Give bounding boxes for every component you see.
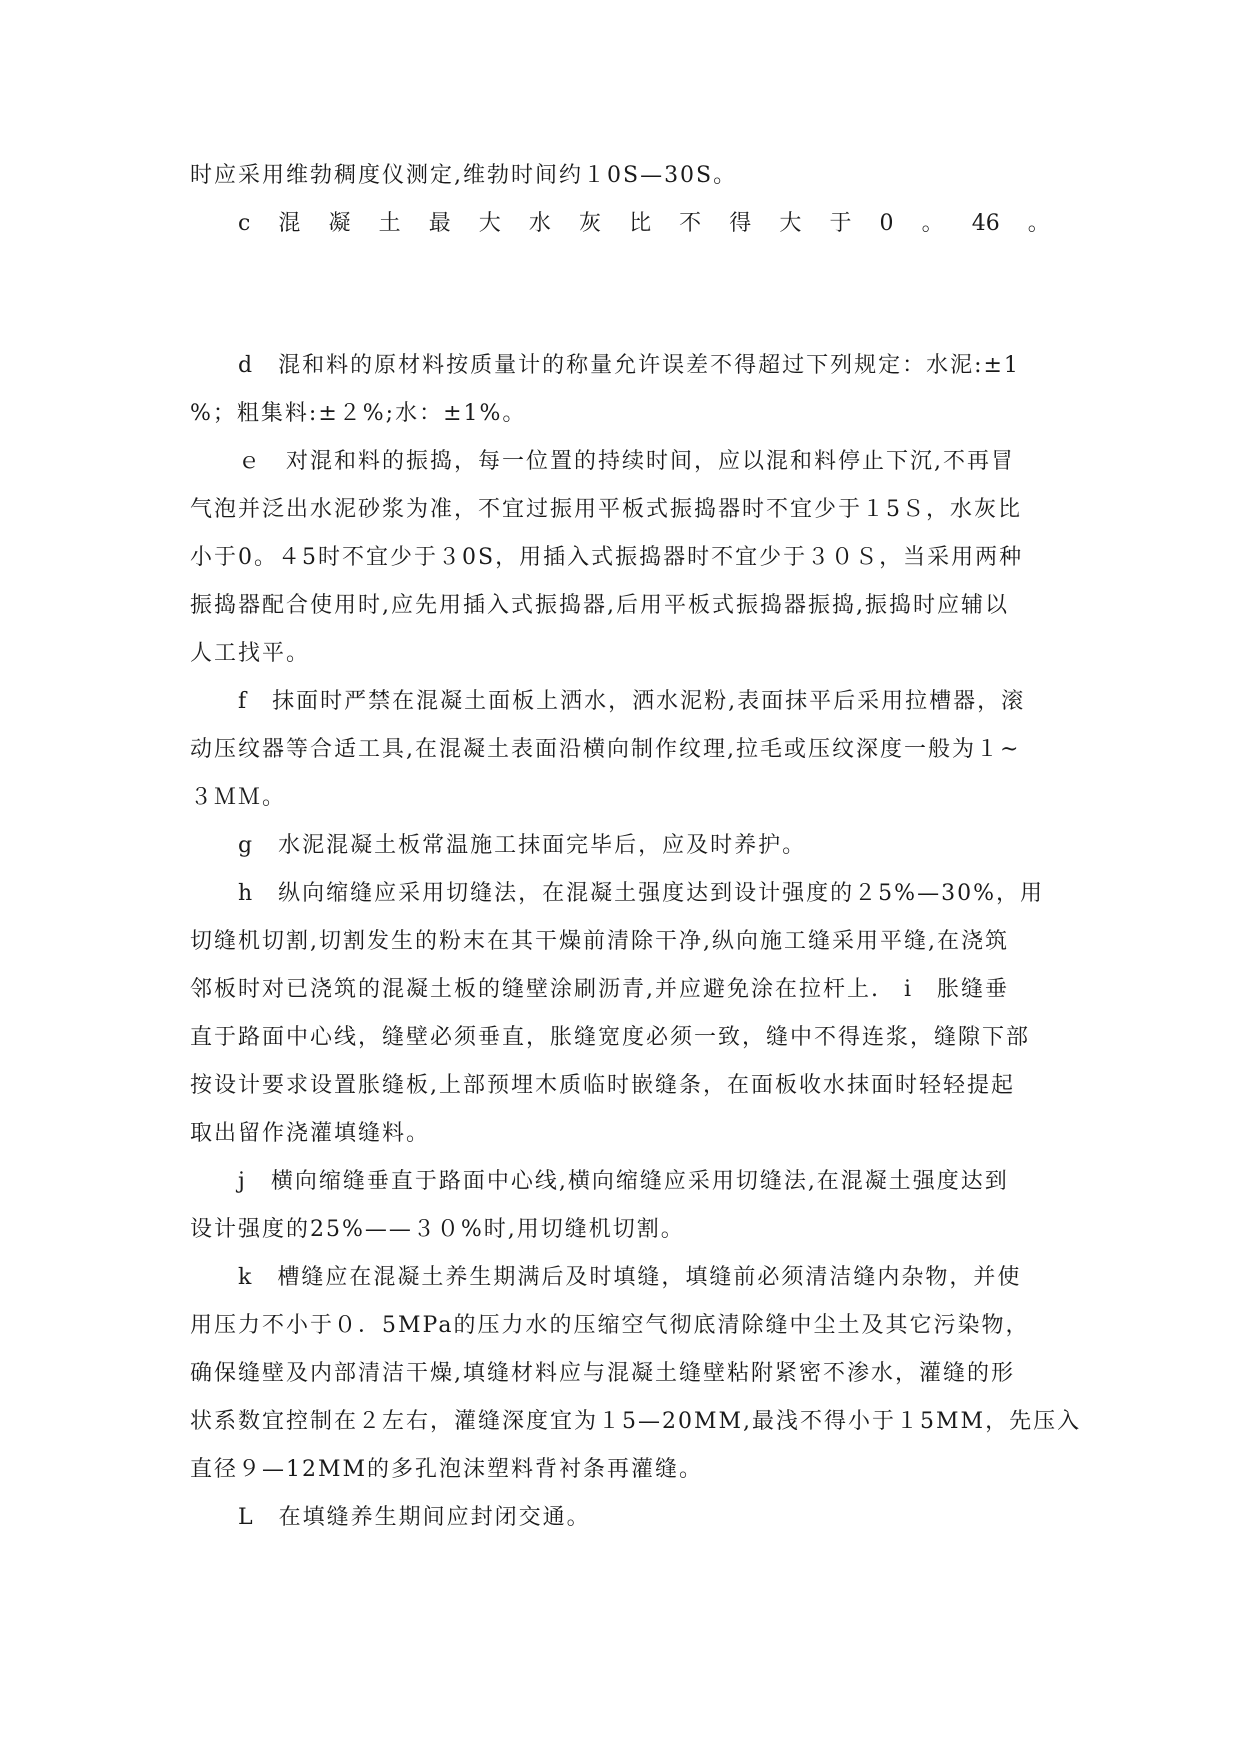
spread-line-c: [190, 200, 1050, 248]
paragraph-line: 动压纹器等合适工具,在混凝土表面沿横向制作纹理,拉毛或压纹深度一般为１~: [190, 737, 1021, 762]
blank-gap: [190, 248, 1050, 342]
paragraph-line: 直径９—12MM的多孔泡沫塑料背衬条再灌缝。: [190, 1457, 704, 1482]
paragraph-line: 振捣器配合使用时,应先用插入式振捣器,后用平板式振捣器振捣,振捣时应辅以: [190, 593, 1009, 618]
spread-char: 0: [879, 211, 894, 236]
paragraph-line: 状系数宜控制在２左右，灌缝深度宜为１5—20MM,最浅不得小于１5MM，先压入: [190, 1409, 1082, 1434]
paragraph-line: 确保缝壁及内部清洁干燥,填缝材料应与混凝土缝壁粘附紧密不渗水，灌缝的形: [190, 1361, 1015, 1386]
spread-char: 土: [378, 211, 401, 236]
paragraph-line: 直于路面中心线，缝壁必须垂直，胀缝宽度必须一致，缝中不得连浆，缝隙下部: [190, 1025, 1031, 1050]
paragraph-line: 小于0。４5时不宜少于３0S，用插入式振捣器时不宜少于３０Ｓ，当采用两种: [190, 545, 1024, 570]
spread-char: 大: [478, 211, 501, 236]
spread-char: 混: [278, 211, 301, 236]
spread-char: 灰: [578, 211, 601, 236]
spread-char: 。: [921, 211, 944, 236]
paragraph-line: 设计强度的25%——３０%时,用切缝机切割。: [190, 1217, 685, 1242]
paragraph-line: 人工找平。: [190, 641, 311, 666]
paragraph-g: g 水泥混凝土板常温施工抹面完毕后，应及时养护。: [238, 833, 807, 858]
spread-char: 于: [829, 211, 852, 236]
spread-char: c: [238, 211, 251, 236]
spread-char: 凝: [328, 211, 351, 236]
paragraph-line: 气泡并泛出水泥砂浆为准，不宜过振用平板式振捣器时不宜少于１5Ｓ，水灰比: [190, 497, 1022, 522]
paragraph-d: d 混和料的原材料按质量计的称量允许误差不得超过下列规定：水泥:±1: [238, 353, 1020, 378]
spread-char: 不: [679, 211, 702, 236]
paragraph-line: 时应采用维勃稠度仪测定,维勃时间约１0S—30S。: [190, 163, 738, 188]
paragraph-line: 按设计要求设置胀缝板,上部预埋木质临时嵌缝条，在面板收水抹面时轻轻提起: [190, 1073, 1015, 1098]
paragraph-line: 用压力不小于０．5MPa的压力水的压缩空气彻底清除缝中尘土及其它污染物，: [190, 1313, 1030, 1338]
paragraph-f: f 抹面时严禁在混凝土面板上洒水，洒水泥粉,表面抹平后采用拉槽器，滚: [238, 689, 1026, 714]
spread-char: 最: [428, 211, 451, 236]
paragraph-e: ｅ 对混和料的振捣，每一位置的持续时间，应以混和料停止下沉,不再冒: [238, 449, 1015, 474]
paragraph-k: k 槽缝应在混凝土养生期满后及时填缝，填缝前必须清洁缝内杂物，并使: [238, 1265, 1022, 1290]
paragraph-h: h 纵向缩缝应采用切缝法，在混凝土强度达到设计强度的２5%—30%，用: [238, 881, 1044, 906]
spread-char: 得: [729, 211, 752, 236]
spread-char: 比: [629, 211, 652, 236]
paragraph-line: %；粗集料:±２%;水：±1%。: [190, 401, 527, 426]
paragraph-line: 切缝机切割,切割发生的粉末在其干燥前清除干净,纵向施工缝采用平缝,在浇筑: [190, 929, 1009, 954]
spread-char: 大: [779, 211, 802, 236]
paragraph-l: L 在填缝养生期间应封闭交通。: [238, 1505, 591, 1530]
paragraph-line: 取出留作浇灌填缝料。: [190, 1121, 431, 1146]
paragraph-line: 邻板时对已浇筑的混凝土板的缝壁涂刷沥青,并应避免涂在拉杆上. i 胀缝垂: [190, 977, 1010, 1002]
spread-char: 46: [971, 211, 1000, 236]
spread-char: 。: [1027, 211, 1050, 236]
paragraph-line: ３ＭＭ。: [190, 785, 287, 810]
document-body: [190, 152, 1082, 1542]
spread-char: 水: [528, 211, 551, 236]
paragraph-j: j 横向缩缝垂直于路面中心线,横向缩缝应采用切缝法,在混凝土强度达到: [238, 1169, 1009, 1194]
